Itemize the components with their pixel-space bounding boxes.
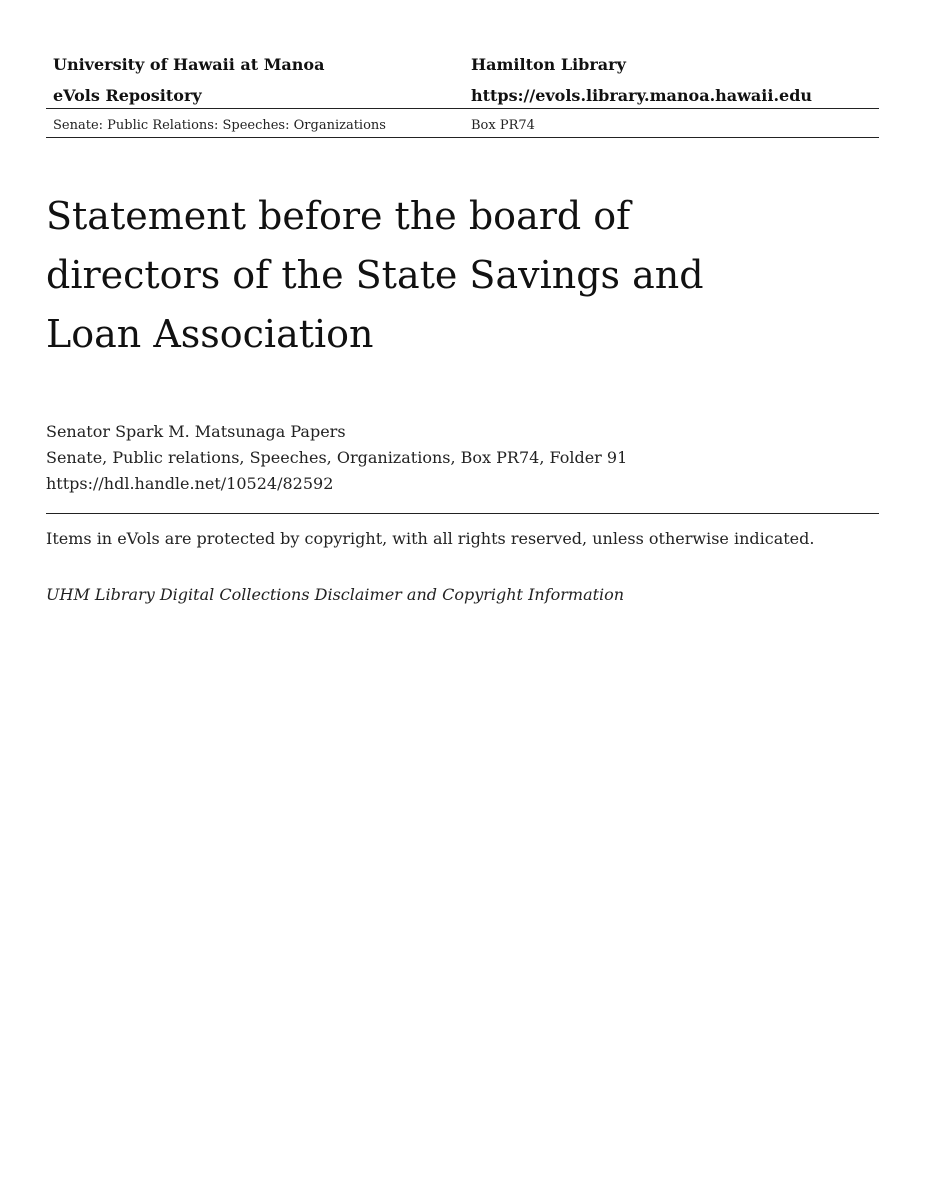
disclaimer-link[interactable]: UHM Library Digital Collections Disclaimer and Copyright Information bbox=[46, 585, 625, 604]
document-metadata bbox=[46, 419, 627, 497]
repository-url[interactable]: https://evols.library.manoa.hawaii.edu bbox=[471, 86, 813, 105]
box-label: Box PR74 bbox=[471, 118, 535, 133]
folder-location: Senate, Public relations, Speeches, Organizations, Box PR74, Folder 91 bbox=[46, 448, 628, 467]
repository-name: eVols Repository bbox=[53, 86, 202, 105]
copyright-notice: Items in eVols are protected by copyright, with all rights reserved, unless otherwise indicated. bbox=[46, 529, 815, 548]
handle-link[interactable]: https://hdl.handle.net/10524/82592 bbox=[46, 474, 334, 493]
collection-path: Senate: Public Relations: Speeches: Organizations bbox=[53, 118, 386, 133]
library-name: Hamilton Library bbox=[471, 55, 626, 74]
header-divider-bottom bbox=[46, 137, 879, 138]
document-title: Statement before the board of directors of the State Savings and Loan Association bbox=[46, 194, 704, 356]
header-divider-top bbox=[46, 108, 879, 109]
collection-name: Senator Spark M. Matsunaga Papers bbox=[46, 422, 346, 441]
footer-divider bbox=[46, 513, 879, 514]
institution-name: University of Hawaii at Manoa bbox=[53, 55, 325, 74]
